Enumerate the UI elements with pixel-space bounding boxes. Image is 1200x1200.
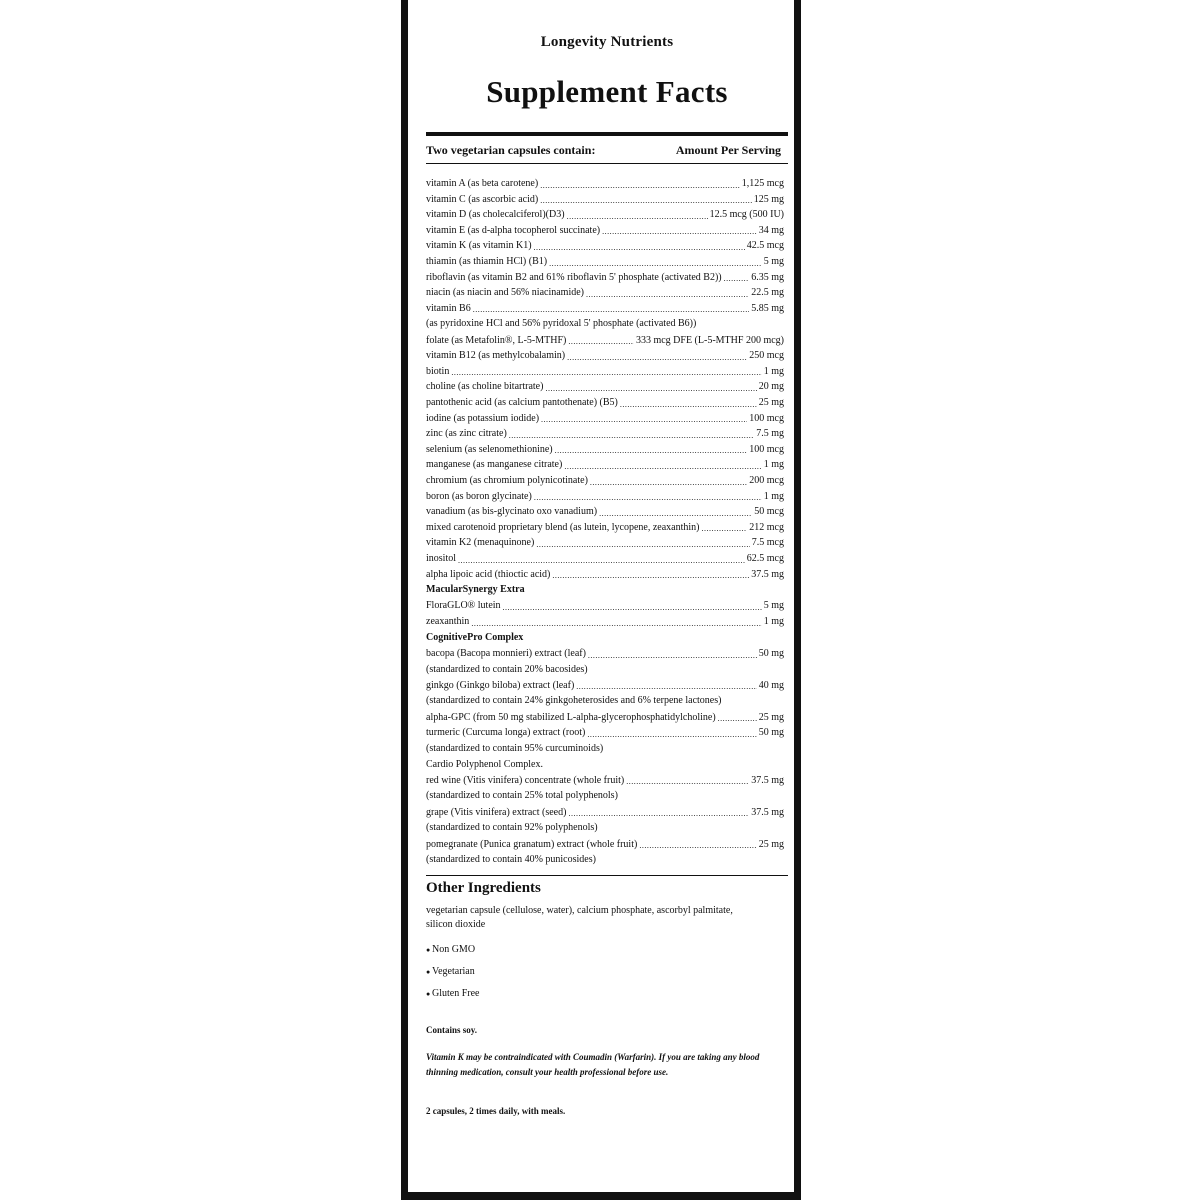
nutrient-amount: 250 mcg [749,350,784,362]
dot-leader [509,429,754,442]
dot-leader [568,335,634,348]
nutrient-amount: 42.5 mcg [746,240,784,252]
nutrient-row [426,457,784,473]
nutrient-name: alpha-GPC (from 50 mg stabilized L-alpha-glycerophosphatidylcholine) [426,711,716,723]
nutrient-row [426,805,784,821]
nutrient-amount: 125 mg [753,193,784,205]
dot-leader [541,413,747,426]
nutrient-row [426,837,784,853]
nutrient-row [426,254,784,270]
dot-leader [451,366,761,379]
bullet-icon: ● [426,946,432,954]
dot-leader [534,241,745,254]
dot-leader [540,179,740,192]
claim-item [426,986,479,1008]
nutrient-row [426,379,784,395]
nutrient-amount: 37.5 mg [751,568,784,580]
nutrient-row [426,223,784,239]
nutrient-amount: 25 mg [758,838,784,850]
other-ingredients-text: vegetarian capsule (cellulose, water), calcium phosphate, ascorbyl palmitate, silicon dioxide [426,905,733,930]
claim-text: Vegetarian [431,966,475,977]
nutrient-amount: 200 mcg [749,474,784,486]
nutrient-note: (standardized to contain 40% punicosides) [426,854,596,866]
bullet-icon: ● [426,968,432,976]
dot-leader [567,210,708,223]
nutrient-row [426,567,784,583]
nutrient-row [426,520,784,536]
other-ingredients-title: Other Ingredients [426,880,541,896]
supplement-facts-panel [401,0,801,1192]
nutrient-amount: 5.85 mg [751,302,784,314]
nutrient-row [426,348,784,364]
nutrient-row [426,504,784,520]
allergen-statement: Contains soy. [426,1025,478,1035]
nutrient-row [426,395,784,411]
nutrient-name: FloraGLO® lutein [426,600,501,612]
nutrient-row [426,442,784,458]
dot-leader [724,272,750,285]
nutrient-name: niacin (as niacin and 56% niacinamide) [426,287,584,299]
serving-header [426,143,781,158]
nutrient-name: thiamin (as thiamin HCl) (B1) [426,255,548,267]
brand-name: Longevity Nutrients [540,34,674,50]
nutrient-name: boron (as boron glycinate) [426,490,532,502]
nutrient-name: zeaxanthin [426,616,470,628]
panel-title: Supplement Facts [486,74,728,109]
nutrient-name: vanadium (as bis-glycinato oxo vanadium) [426,506,598,518]
nutrient-amount: 37.5 mg [751,774,784,786]
nutrient-row [426,270,784,286]
nutrient-row [426,773,784,789]
nutrient-name: iodine (as potassium iodide) [426,412,540,424]
section-heading: CognitivePro Complex [426,631,524,643]
nutrient-name: pomegranate (Punica granatum) extract (whole fruit) [426,838,638,850]
nutrient-name: red wine (Vitis vinifera) concentrate (whole fruit) [426,774,625,786]
dot-leader [626,775,749,788]
nutrient-amount: 1 mg [763,459,784,471]
nutrient-row [426,426,784,442]
nutrient-row [426,725,784,741]
nutrient-amount: 1,125 mcg [741,178,784,189]
nutrient-row [426,176,784,192]
nutrient-amount: 5 mg [763,255,784,267]
nutrient-amount: 1 mg [763,490,784,502]
nutrient-note: (standardized to contain 25% total polyphenols) [426,790,618,802]
dot-leader [568,807,749,820]
nutrient-row [426,646,784,662]
dot-leader [586,288,749,301]
dot-leader [639,839,756,852]
nutrient-name: vitamin K (as vitamin K1) [426,240,532,252]
nutrient-amount: 5 mg [763,600,784,612]
nutrient-amount: 25 mg [758,711,784,723]
nutrient-name: riboflavin (as vitamin B2 and 61% riboflavin 5' phosphate (activated B2)) [426,271,722,283]
bullet-icon: ● [426,990,432,998]
nutrient-amount: 40 mg [758,679,784,691]
warning-statement: Vitamin K may be contraindicated with Coumadin (Warfarin). If you are taking any blood thinning medication, consult your health professional before use. [426,1052,760,1077]
nutrient-row [426,333,784,349]
nutrient-row [426,411,784,427]
nutrient-row [426,473,784,489]
nutrient-amount: 62.5 mcg [746,552,784,564]
nutrient-note: (standardized to contain 24% ginkgoheterosides and 6% terpene lactones) [426,695,722,707]
nutrient-row [426,489,784,505]
nutrient-name: ginkgo (Ginkgo biloba) extract (leaf) [426,679,575,691]
claim-item [426,964,479,986]
nutrient-name: choline (as choline bitartrate) [426,381,544,393]
dot-leader [458,554,745,567]
nutrient-name: chromium (as chromium polynicotinate) [426,474,588,486]
nutrient-note: (standardized to contain 92% polyphenols) [426,822,598,834]
nutrient-name: grape (Vitis vinifera) extract (seed) [426,806,567,818]
dot-leader [588,649,757,662]
dot-leader [702,522,748,535]
nutrient-name: inositol [426,552,457,564]
claims-list [426,942,479,1008]
nutrient-name: vitamin B12 (as methylcobalamin) [426,350,566,362]
nutrient-row [426,364,784,380]
dot-leader [471,617,761,630]
nutrient-name: vitamin D (as cholecalciferol)(D3) [426,209,565,221]
nutrient-name: bacopa (Bacopa monnieri) extract (leaf) [426,647,586,659]
amount-label: Amount Per Serving [675,143,781,157]
nutrient-amount: 1 mg [763,365,784,377]
thick-divider [426,132,788,136]
nutrient-note: (standardized to contain 20% bacosides) [426,663,588,675]
dot-leader [718,712,757,725]
nutrient-amount: 1 mg [763,616,784,628]
nutrient-amount: 20 mg [758,381,784,393]
nutrient-note: (standardized to contain 95% curcuminoids) [426,742,604,754]
dot-leader [599,507,752,520]
claim-item [426,942,479,964]
nutrient-name: manganese (as manganese citrate) [426,459,563,471]
nutrient-name: vitamin B6 [426,302,471,314]
nutrient-amount: 50 mg [758,727,784,739]
thin-divider [426,163,788,164]
nutrient-name: vitamin K2 (menaquinone) [426,537,535,549]
directions: 2 capsules, 2 times daily, with meals. [426,1106,566,1116]
nutrient-list [426,176,784,868]
dot-leader [587,728,756,741]
dot-leader [602,225,757,238]
nutrient-name: mixed carotenoid proprietary blend (as lutein, lycopene, zeaxanthin) [426,521,700,533]
nutrient-name: folate (as Metafolin®, L-5-MTHF) [426,334,567,346]
nutrient-name: alpha lipoic acid (thioctic acid) [426,568,551,580]
nutrient-amount: 37.5 mg [751,806,784,818]
dot-leader [590,476,747,489]
nutrient-name: pantothenic acid (as calcium pantothenate) (B5) [426,397,618,409]
dot-leader [534,491,762,504]
nutrient-row [426,301,784,317]
nutrient-amount: 100 mcg [749,443,784,455]
nutrient-amount: 212 mcg [749,521,784,533]
nutrient-name: selenium (as selenomethionine) [426,443,553,455]
dot-leader [620,398,757,411]
section-heading: MacularSynergy Extra [426,584,525,596]
nutrient-amount: 100 mcg [749,412,784,424]
dot-leader [555,444,748,457]
nutrient-row [426,614,784,630]
dot-leader [549,257,762,270]
nutrient-note: (as pyridoxine HCl and 56% pyridoxal 5' phosphate (activated B6)) [426,318,697,330]
nutrient-row [426,598,784,614]
panel-bottom-border [401,1192,801,1200]
nutrient-name: vitamin C (as ascorbic acid) [426,193,539,205]
nutrient-row [426,207,784,223]
nutrient-row [426,535,784,551]
nutrient-row [426,710,784,726]
nutrient-amount: 34 mg [758,224,784,236]
claim-text: Non GMO [431,944,476,955]
dot-leader [540,194,752,207]
section-heading: Cardio Polyphenol Complex. [426,759,543,771]
nutrient-name: vitamin A (as beta carotene) [426,178,539,189]
dot-leader [576,680,756,693]
section-divider [426,875,788,876]
nutrient-amount: 12.5 mcg (500 IU) [709,209,784,221]
nutrient-row [426,285,784,301]
nutrient-row [426,238,784,254]
nutrient-amount: 6.35 mg [751,271,784,283]
dot-leader [552,569,749,582]
serving-label: Two vegetarian capsules contain: [426,143,596,157]
dot-leader [567,351,747,364]
nutrient-row [426,678,784,694]
dot-leader [545,382,756,395]
nutrient-name: zinc (as zinc citrate) [426,428,507,440]
dot-leader [503,601,762,614]
claim-text: Gluten Free [431,988,480,999]
nutrient-row [426,551,784,567]
nutrient-row [426,192,784,208]
nutrient-amount: 50 mg [758,647,784,659]
nutrient-amount: 333 mcg DFE (L-5-MTHF 200 mcg) [635,334,784,346]
nutrient-amount: 22.5 mg [751,287,784,299]
nutrient-name: turmeric (Curcuma longa) extract (root) [426,727,586,739]
dot-leader [473,303,749,316]
dot-leader [564,460,761,473]
nutrient-name: biotin [426,365,450,377]
nutrient-amount: 7.5 mg [756,428,784,440]
nutrient-name: vitamin E (as d-alpha tocopherol succinate) [426,224,601,236]
nutrient-amount: 25 mg [758,397,784,409]
nutrient-amount: 7.5 mcg [751,537,784,549]
nutrient-amount: 50 mcg [754,506,784,518]
dot-leader [536,538,749,551]
